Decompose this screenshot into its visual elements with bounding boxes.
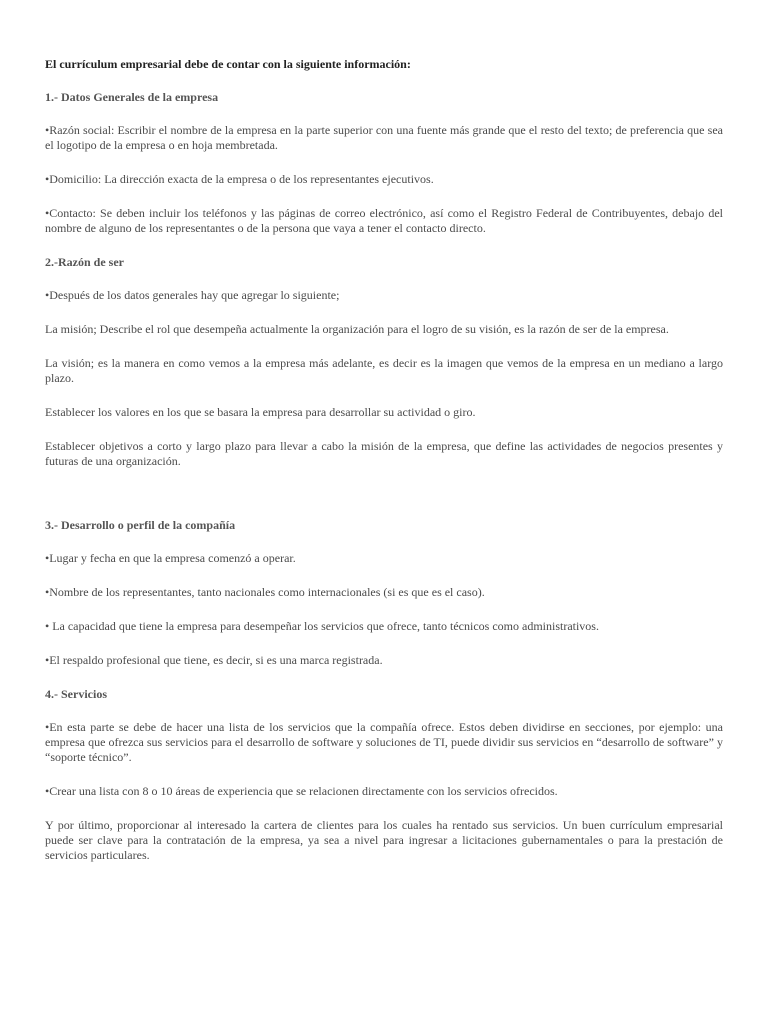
paragraph-lista-servicios: •En esta parte se debe de hacer una lista de los servicios que la compañía ofrece. Estos deben dividirse en secciones, por ejemplo: una empresa que ofrezca sus servicios para el desarrollo de software y soluciones de TI, puede dividir sus servicios en “desarrollo de software” y “soporte técnico”.: [45, 720, 723, 764]
section-razon-de-ser: [45, 255, 723, 469]
paragraph-areas-experiencia: •Crear una lista con 8 o 10 áreas de experiencia que se relacionen directamente con los servicios ofrecidos.: [45, 784, 558, 798]
paragraph-mision: La misión; Describe el rol que desempeña actualmente la organización para el logro de su visión, es la razón de ser de la empresa.: [45, 322, 669, 336]
paragraph-razon-social: •Razón social: Escribir el nombre de la empresa en la parte superior con una fuente más grande que el resto del texto; de preferencia que sea el logotipo de la empresa o en hoja membretada.: [45, 123, 723, 152]
section-datos-generales: [45, 90, 723, 236]
paragraph-vision: La visión; es la manera en como vemos a la empresa más adelante, es decir es la imagen que vemos de la empresa en un mediano a largo plazo.: [45, 356, 723, 385]
section-heading: 1.- Datos Generales de la empresa: [45, 90, 219, 104]
spacer: [45, 488, 723, 518]
paragraph-representantes: •Nombre de los representantes, tanto nacionales como internacionales (si es que es el caso).: [45, 585, 485, 599]
paragraph-domicilio: •Domicilio: La dirección exacta de la empresa o de los representantes ejecutivos.: [45, 172, 434, 186]
paragraph-objetivos: Establecer objetivos a corto y largo plazo para llevar a cabo la misión de la empresa, que define las actividades de negocios presentes y futuras de una organización.: [45, 439, 723, 468]
paragraph-valores: Establecer los valores en los que se basara la empresa para desarrollar su actividad o giro.: [45, 405, 476, 419]
paragraph-cartera-clientes: Y por último, proporcionar al interesado la cartera de clientes para los cuales ha rentado sus servicios. Un buen currículum empresarial puede ser clave para la contratación de la empresa, ya sea a nivel para ingresar a licitaciones gubernamentales o para la prestación de servicios particulares.: [45, 818, 723, 862]
paragraph-capacidad: • La capacidad que tiene la empresa para desempeñar los servicios que ofrece, tanto técnicos como administrativos.: [45, 619, 599, 633]
paragraph-lugar-fecha: •Lugar y fecha en que la empresa comenzó a operar.: [45, 551, 296, 565]
paragraph-contacto: •Contacto: Se deben incluir los teléfonos y las páginas de correo electrónico, así como el Registro Federal de Contribuyentes, debajo del nombre de alguno de los representantes o de la persona que vaya a tener el contacto directo.: [45, 206, 723, 235]
document-title: El currículum empresarial debe de contar con la siguiente información:: [45, 57, 411, 71]
section-heading: 4.- Servicios: [45, 687, 107, 701]
paragraph-respaldo: •El respaldo profesional que tiene, es decir, si es una marca registrada.: [45, 653, 383, 667]
document-page: [45, 57, 723, 882]
section-heading: 2.-Razón de ser: [45, 255, 124, 269]
section-heading: 3.- Desarrollo o perfil de la compañía: [45, 518, 236, 532]
paragraph-intro: •Después de los datos generales hay que agregar lo siguiente;: [45, 288, 340, 302]
section-servicios: [45, 687, 723, 863]
section-perfil-compania: [45, 518, 723, 668]
